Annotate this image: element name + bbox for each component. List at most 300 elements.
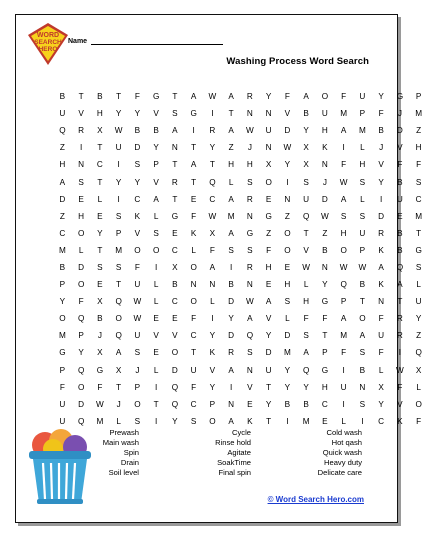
grid-letter: D — [134, 143, 141, 153]
grid-letter: E — [172, 228, 178, 238]
grid-letter: Q — [415, 348, 422, 358]
grid-letter: B — [378, 126, 384, 136]
page-title: Washing Process Word Search — [226, 56, 369, 67]
grid-letter: W — [208, 92, 217, 102]
grid-letter: P — [59, 365, 66, 375]
grid-letter: Y — [284, 160, 291, 170]
grid-row — [53, 379, 428, 396]
grid-letter: Y — [265, 331, 272, 341]
grid-letter: P — [322, 348, 328, 358]
grid-letter: F — [209, 245, 215, 255]
grid-letter: B — [228, 280, 234, 290]
grid-letter: B — [59, 92, 66, 102]
word-item: Rinse hold — [215, 438, 251, 447]
grid-letter: W — [133, 297, 142, 307]
grid-letter: T — [228, 109, 234, 119]
grid-letter: L — [303, 280, 309, 290]
grid-letter: V — [78, 109, 84, 119]
grid-letter: A — [190, 160, 197, 170]
grid-letter: I — [79, 143, 83, 153]
grid-letter: H — [246, 160, 253, 170]
grid-letter: P — [59, 280, 66, 290]
grid-letter: F — [284, 92, 290, 102]
grid-letter: M — [58, 331, 66, 341]
grid-letter: T — [266, 416, 272, 426]
grid-letter: V — [265, 314, 272, 324]
grid-letter: Q — [115, 297, 122, 307]
grid-letter: Y — [228, 314, 234, 324]
grid-letter: O — [284, 228, 291, 238]
grid-row — [53, 293, 428, 310]
grid-letter: I — [342, 143, 345, 153]
grid-letter: R — [228, 348, 235, 358]
grid-letter: G — [396, 92, 404, 102]
grid-letter: A — [228, 228, 234, 238]
grid-letter: T — [172, 160, 178, 170]
grid-letter: A — [303, 348, 309, 358]
grid-letter: I — [229, 382, 233, 392]
grid-letter: R — [396, 331, 403, 341]
logo-word-1: WORD — [36, 32, 60, 39]
name-field — [68, 37, 223, 45]
grid-letter: V — [303, 245, 309, 255]
grid-letter: U — [115, 143, 122, 153]
grid-letter: N — [190, 280, 197, 290]
grid-letter: Q — [59, 126, 66, 136]
grid-row — [53, 396, 428, 413]
grid-letter: T — [116, 280, 122, 290]
grid-letter: W — [283, 143, 292, 153]
grid-letter: E — [153, 314, 159, 324]
grid-letter: Z — [59, 143, 65, 153]
grid-letter: E — [397, 211, 403, 221]
grid-letter: M — [302, 416, 310, 426]
grid-letter: V — [397, 143, 403, 153]
grid-letter: S — [78, 177, 84, 187]
grid-letter: B — [303, 109, 309, 119]
grid-letter: T — [97, 143, 103, 153]
grid-letter: S — [115, 262, 122, 272]
grid-letter: U — [340, 382, 347, 392]
grid-letter: Z — [322, 228, 328, 238]
grid-letter: W — [133, 314, 142, 324]
grid-letter: Y — [378, 399, 384, 409]
grid-letter: M — [415, 109, 423, 119]
grid-letter: Y — [265, 399, 272, 409]
grid-letter: D — [228, 297, 235, 307]
grid-letter: F — [191, 382, 197, 392]
grid-letter: G — [96, 365, 104, 375]
grid-letter: T — [322, 331, 328, 341]
grid-row — [53, 156, 428, 173]
grid-letter: B — [303, 399, 309, 409]
grid-letter: A — [228, 92, 234, 102]
grid-letter: G — [415, 245, 422, 255]
grid-letter: L — [228, 177, 234, 187]
grid-letter: L — [191, 245, 196, 255]
grid-letter: U — [359, 92, 366, 102]
grid-letter: U — [59, 109, 66, 119]
grid-letter: F — [266, 245, 272, 255]
grid-letter: Y — [378, 177, 384, 187]
grid-letter: F — [97, 382, 103, 392]
grid-letter: Q — [302, 365, 310, 375]
grid-letter: A — [209, 262, 216, 272]
word-item: SoakTime — [217, 458, 251, 467]
grid-letter: W — [246, 297, 254, 307]
grid-letter: U — [190, 365, 197, 375]
word-search-hero-logo — [26, 21, 70, 67]
grid-letter: R — [396, 314, 403, 324]
word-item: Cycle — [232, 428, 251, 437]
grid-letter: N — [284, 194, 291, 204]
grid-letter: D — [378, 211, 385, 221]
grid-letter: H — [359, 160, 366, 170]
grid-letter: I — [154, 382, 158, 392]
grid-letter: Y — [78, 348, 84, 358]
grid-letter: T — [97, 245, 103, 255]
grid-letter: A — [228, 416, 234, 426]
grid-letter: W — [96, 399, 104, 409]
grid-letter: R — [171, 177, 178, 187]
grid-letter: K — [378, 280, 384, 290]
grid-letter: Q — [340, 280, 347, 290]
grid-letter: D — [284, 126, 291, 136]
grid-letter: U — [59, 416, 66, 426]
grid-letter: B — [397, 245, 403, 255]
grid-letter: C — [134, 194, 141, 204]
grid-letter: L — [285, 314, 290, 324]
grid-letter: Y — [97, 228, 103, 238]
grid-letter: M — [283, 348, 291, 358]
grid-letter: R — [246, 92, 253, 102]
grid-letter: X — [415, 365, 422, 375]
grid-letter: W — [246, 126, 254, 136]
grid-letter: A — [265, 297, 272, 307]
grid-letter: Y — [265, 92, 272, 102]
grid-letter: S — [415, 262, 422, 272]
grid-letter: S — [190, 416, 197, 426]
grid-letter: H — [78, 211, 85, 221]
grid-letter: T — [209, 160, 215, 170]
grid-letter: E — [172, 314, 178, 324]
grid-letter: T — [397, 297, 403, 307]
grid-letter: L — [153, 211, 159, 221]
grid-letter: O — [265, 177, 272, 187]
grid-letter: T — [191, 348, 197, 358]
grid-letter: S — [247, 348, 253, 358]
grid-letter: J — [322, 177, 327, 187]
grid-letter: Y — [378, 92, 384, 102]
grid-letter: S — [303, 331, 309, 341]
grid-letter: Y — [209, 382, 216, 392]
name-label: Name — [68, 38, 88, 45]
grid-letter: F — [416, 416, 422, 426]
name-blank-line — [91, 37, 223, 45]
grid-letter: Z — [59, 211, 65, 221]
grid-letter: O — [134, 245, 141, 255]
word-item: Final spin — [218, 468, 251, 477]
grid-letter: Z — [266, 228, 272, 238]
grid-letter: I — [192, 126, 195, 136]
grid-letter: C — [96, 160, 103, 170]
grid-letter: G — [321, 297, 329, 307]
grid-letter: Z — [416, 331, 422, 341]
grid-letter: Z — [416, 126, 422, 136]
grid-letter: M — [96, 416, 104, 426]
grid-letter: P — [209, 399, 216, 409]
grid-row — [53, 327, 428, 344]
grid-letter: B — [97, 92, 103, 102]
word-item: Heavy duty — [324, 458, 362, 467]
grid-letter: L — [360, 143, 365, 153]
grid-letter: A — [115, 348, 122, 358]
grid-letter: I — [342, 399, 345, 409]
grid-row — [53, 259, 428, 276]
grid-letter: N — [359, 382, 366, 392]
grid-letter: U — [396, 194, 403, 204]
grid-letter: O — [340, 245, 347, 255]
word-list-column-3 — [318, 428, 362, 478]
grid-letter: B — [322, 245, 328, 255]
grid-letter: A — [228, 194, 234, 204]
grid-letter: H — [228, 160, 235, 170]
grid-letter: W — [208, 211, 217, 221]
grid-letter: I — [286, 416, 289, 426]
grid-letter: W — [339, 262, 348, 272]
grid-letter: C — [190, 331, 197, 341]
grid-letter: L — [210, 297, 215, 307]
grid-letter: O — [77, 280, 85, 290]
grid-letter: F — [59, 382, 65, 392]
grid-letter: K — [322, 143, 328, 153]
grid-letter: C — [415, 194, 422, 204]
grid-letter: C — [209, 194, 216, 204]
grid-letter: N — [246, 109, 253, 119]
grid-letter: B — [97, 314, 103, 324]
grid-letter: T — [78, 92, 84, 102]
grid-letter: F — [191, 211, 197, 221]
grid-letter: F — [303, 314, 309, 324]
grid-letter: I — [211, 314, 214, 324]
grid-letter: G — [321, 365, 329, 375]
word-list-column-1 — [103, 428, 139, 478]
grid-letter: H — [96, 109, 103, 119]
grid-letter: B — [284, 399, 291, 409]
grid-letter: D — [59, 194, 66, 204]
grid-letter: U — [359, 228, 366, 238]
grid-row — [53, 225, 428, 242]
grid-letter: T — [359, 297, 365, 307]
word-item: Quick wash — [322, 448, 362, 457]
grid-letter: A — [340, 194, 347, 204]
grid-letter: C — [59, 228, 66, 238]
grid-letter: Y — [303, 126, 309, 136]
laundry-basket-icon — [21, 416, 99, 505]
grid-letter: Y — [134, 109, 141, 119]
grid-letter: Q — [115, 331, 122, 341]
grid-row — [53, 191, 428, 208]
grid-letter: I — [154, 262, 158, 272]
grid-letter: U — [59, 399, 66, 409]
grid-letter: N — [246, 280, 253, 290]
grid-letter: I — [154, 416, 158, 426]
grid-letter: Q — [77, 365, 85, 375]
grid-letter: Y — [284, 382, 291, 392]
grid-letter: A — [190, 92, 197, 102]
grid-letter: W — [396, 365, 404, 375]
grid-letter: O — [284, 245, 291, 255]
grid-letter: S — [359, 348, 366, 358]
grid-letter: O — [115, 314, 122, 324]
grid-letter: E — [78, 194, 84, 204]
grid-letter: A — [340, 314, 347, 324]
grid-letter: K — [397, 416, 403, 426]
grid-letter: I — [342, 365, 345, 375]
grid-letter: U — [378, 331, 385, 341]
grid-letter: Y — [303, 382, 309, 392]
grid-row — [53, 139, 428, 156]
grid-row — [53, 105, 428, 122]
grid-letter: R — [246, 194, 253, 204]
grid-letter: Z — [228, 143, 234, 153]
grid-letter: H — [284, 280, 291, 290]
grid-letter: L — [416, 280, 421, 290]
grid-letter: T — [153, 399, 159, 409]
grid-letter: L — [97, 194, 103, 204]
logo-word-2: SEARCH — [34, 39, 62, 46]
grid-letter: N — [265, 143, 272, 153]
grid-letter: E — [247, 399, 253, 409]
grid-letter: D — [284, 331, 291, 341]
grid-letter: O — [59, 314, 66, 324]
grid-letter: X — [172, 262, 178, 272]
grid-letter: G — [152, 92, 160, 102]
grid-letter: V — [134, 228, 141, 238]
grid-letter: O — [171, 348, 179, 358]
grid-letter: P — [415, 92, 422, 102]
grid-letter: J — [135, 365, 140, 375]
grid-letter: S — [153, 228, 159, 238]
letter-grid — [53, 88, 428, 430]
grid-letter: Y — [209, 331, 216, 341]
grid-letter: P — [340, 297, 347, 307]
grid-letter: E — [265, 280, 272, 290]
grid-letter: D — [171, 365, 178, 375]
grid-letter: E — [97, 211, 103, 221]
grid-letter: B — [359, 280, 366, 290]
grid-letter: N — [171, 143, 178, 153]
footer-link[interactable]: © Word Search Hero.com — [267, 495, 364, 504]
grid-letter: G — [171, 211, 179, 221]
grid-letter: O — [152, 245, 160, 255]
word-item: Main wash — [102, 438, 139, 447]
grid-letter: I — [379, 194, 383, 204]
grid-letter: C — [190, 399, 197, 409]
grid-letter: V — [153, 177, 159, 187]
grid-letter: G — [246, 228, 254, 238]
grid-letter: C — [321, 399, 328, 409]
grid-letter: F — [378, 109, 384, 119]
grid-letter: L — [153, 280, 159, 290]
grid-letter: M — [340, 331, 348, 341]
grid-row — [53, 344, 428, 361]
grid-letter: H — [265, 262, 272, 272]
grid-letter: S — [247, 245, 253, 255]
word-item: Prewash — [109, 428, 139, 437]
grid-letter: C — [171, 297, 178, 307]
grid-letter: S — [228, 245, 234, 255]
grid-row — [53, 310, 428, 327]
grid-letter: O — [359, 314, 366, 324]
grid-letter: Q — [171, 382, 179, 392]
logo-word-3: HERO — [38, 46, 58, 53]
grid-letter: V — [153, 331, 159, 341]
grid-letter: V — [153, 109, 159, 119]
grid-row — [53, 173, 428, 190]
grid-letter: M — [227, 211, 235, 221]
grid-letter: Y — [172, 416, 178, 426]
grid-letter: F — [134, 92, 140, 102]
grid-letter: P — [78, 331, 84, 341]
grid-letter: S — [303, 177, 309, 187]
grid-letter: G — [265, 211, 272, 221]
grid-letter: N — [378, 297, 385, 307]
grid-letter: O — [77, 382, 85, 392]
grid-letter: C — [171, 245, 178, 255]
grid-letter: R — [209, 126, 216, 136]
grid-row — [53, 122, 428, 139]
grid-letter: B — [59, 262, 66, 272]
grid-letter: N — [246, 365, 253, 375]
grid-letter: D — [228, 331, 235, 341]
grid-letter: A — [247, 314, 253, 324]
grid-letter: O — [134, 399, 141, 409]
grid-letter: S — [340, 211, 347, 221]
grid-letter: F — [191, 314, 197, 324]
grid-letter: Z — [284, 211, 290, 221]
grid-letter: X — [97, 297, 103, 307]
grid-letter: U — [321, 109, 328, 119]
grid-letter: B — [397, 228, 403, 238]
grid-letter: X — [303, 160, 309, 170]
grid-letter: D — [265, 348, 272, 358]
grid-letter: H — [415, 143, 422, 153]
grid-letter: O — [209, 416, 216, 426]
grid-letter: C — [378, 416, 385, 426]
grid-letter: Y — [115, 109, 122, 119]
grid-letter: Y — [59, 297, 66, 307]
grid-letter: P — [359, 245, 366, 255]
grid-letter: K — [209, 348, 216, 358]
grid-letter: J — [397, 109, 402, 119]
grid-letter: T — [416, 228, 422, 238]
worksheet — [15, 14, 423, 523]
grid-letter: N — [321, 262, 328, 272]
grid-letter: P — [153, 160, 159, 170]
grid-letter: S — [97, 262, 103, 272]
word-item: Delicate care — [317, 468, 362, 477]
grid-letter: H — [303, 297, 310, 307]
grid-letter: U — [415, 297, 422, 307]
grid-letter: B — [153, 126, 159, 136]
grid-letter: N — [265, 109, 272, 119]
grid-letter: O — [190, 262, 197, 272]
grid-letter: F — [322, 314, 328, 324]
grid-letter: F — [78, 297, 84, 307]
grid-row — [53, 88, 428, 105]
grid-letter: H — [340, 228, 347, 238]
